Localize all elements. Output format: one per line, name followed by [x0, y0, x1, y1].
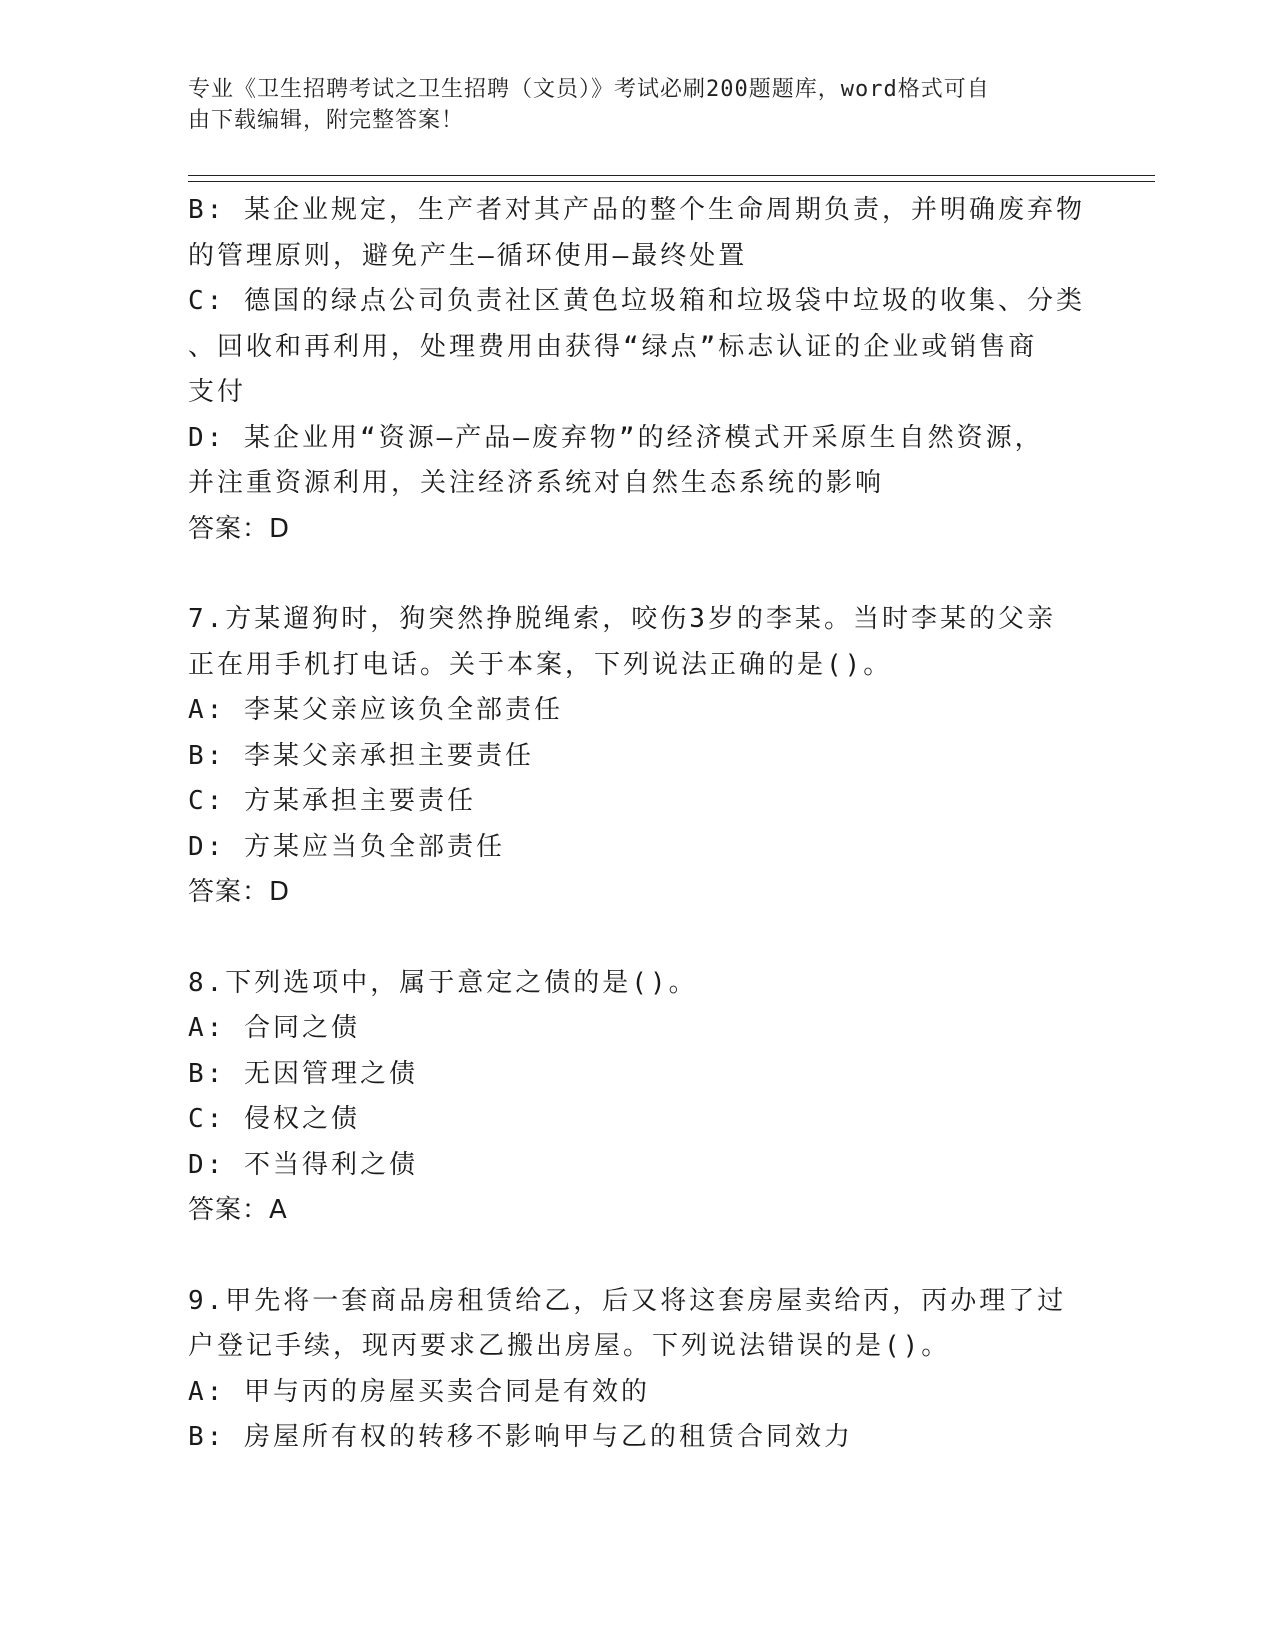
question-8-option-b: B: 无因管理之债: [188, 1058, 418, 1089]
option-d-line-2: 并注重资源利用，关注经济系统对自然生态系统的影响: [188, 468, 885, 498]
document-header: [188, 74, 1088, 136]
option-c-line-2: 、回收和再利用，处理费用由获得“绿点”标志认证的企业或销售商: [188, 331, 1038, 362]
question-7-stem-line-2: 正在用手机打电话。关于本案，下列说法正确的是()。: [188, 649, 893, 680]
question-7-option-d: D: 方某应当负全部责任: [188, 831, 505, 862]
header-divider-top: [188, 175, 1155, 176]
question-7-stem-line-1: 7.方某遛狗时，狗突然挣脱绳索，咬伤3岁的李某。当时李某的父亲: [188, 604, 1056, 634]
question-block-prev: [188, 188, 1088, 552]
question-8-option-a: A: 合同之债: [188, 1013, 360, 1043]
question-9-stem-line-1: 9.甲先将一套商品房租赁给乙，后又将这套房屋卖给丙，丙办理了过: [188, 1285, 1067, 1316]
question-8-option-c: C: 侵权之债: [188, 1104, 360, 1134]
question-8-answer: 答案：A: [188, 1195, 288, 1225]
question-9-option-b: B: 房屋所有权的转移不影响甲与乙的租赁合同效力: [188, 1422, 853, 1452]
option-b-line-2: 的管理原则，避免产生—循环使用—最终处置: [188, 240, 748, 271]
question-7-answer: 答案：D: [188, 877, 291, 907]
spacer: [188, 916, 1088, 961]
question-block-7: [188, 597, 1088, 916]
question-block-8: [188, 961, 1088, 1234]
question-7-option-b: B: 李某父亲承担主要责任: [188, 740, 534, 771]
question-9-stem-line-2: 户登记手续，现丙要求乙搬出房屋。下列说法错误的是()。: [188, 1331, 951, 1361]
answer-line: 答案：D: [188, 513, 291, 544]
document-body: [188, 188, 1088, 1461]
question-9-option-a: A: 甲与丙的房屋买卖合同是有效的: [188, 1376, 650, 1407]
question-8-stem-line-1: 8.下列选项中，属于意定之债的是()。: [188, 967, 698, 998]
question-7-option-a: A: 李某父亲应该负全部责任: [188, 695, 563, 725]
question-8-option-d: D: 不当得利之债: [188, 1149, 418, 1180]
option-c-line-1: C: 德国的绿点公司负责社区黄色垃圾箱和垃圾袋中垃圾的收集、分类: [188, 286, 1085, 316]
header-divider-bottom: [188, 181, 1155, 182]
option-b-line-1: B: 某企业规定，生产者对其产品的整个生命周期负责，并明确废弃物: [188, 195, 1085, 225]
option-c-line-3: 支付: [188, 377, 247, 407]
header-line-1: 专业《卫生招聘考试之卫生招聘（文员）》考试必刷200题题库，word格式可自: [188, 77, 990, 102]
option-d-line-1: D: 某企业用“资源—产品—废弃物”的经济模式开采原生自然资源，: [188, 422, 1044, 453]
question-block-9: [188, 1279, 1088, 1461]
question-7-option-c: C: 方某承担主要责任: [188, 786, 476, 816]
spacer: [188, 552, 1088, 597]
header-line-2: 由下载编辑，附完整答案！: [188, 108, 465, 133]
spacer: [188, 1234, 1088, 1279]
